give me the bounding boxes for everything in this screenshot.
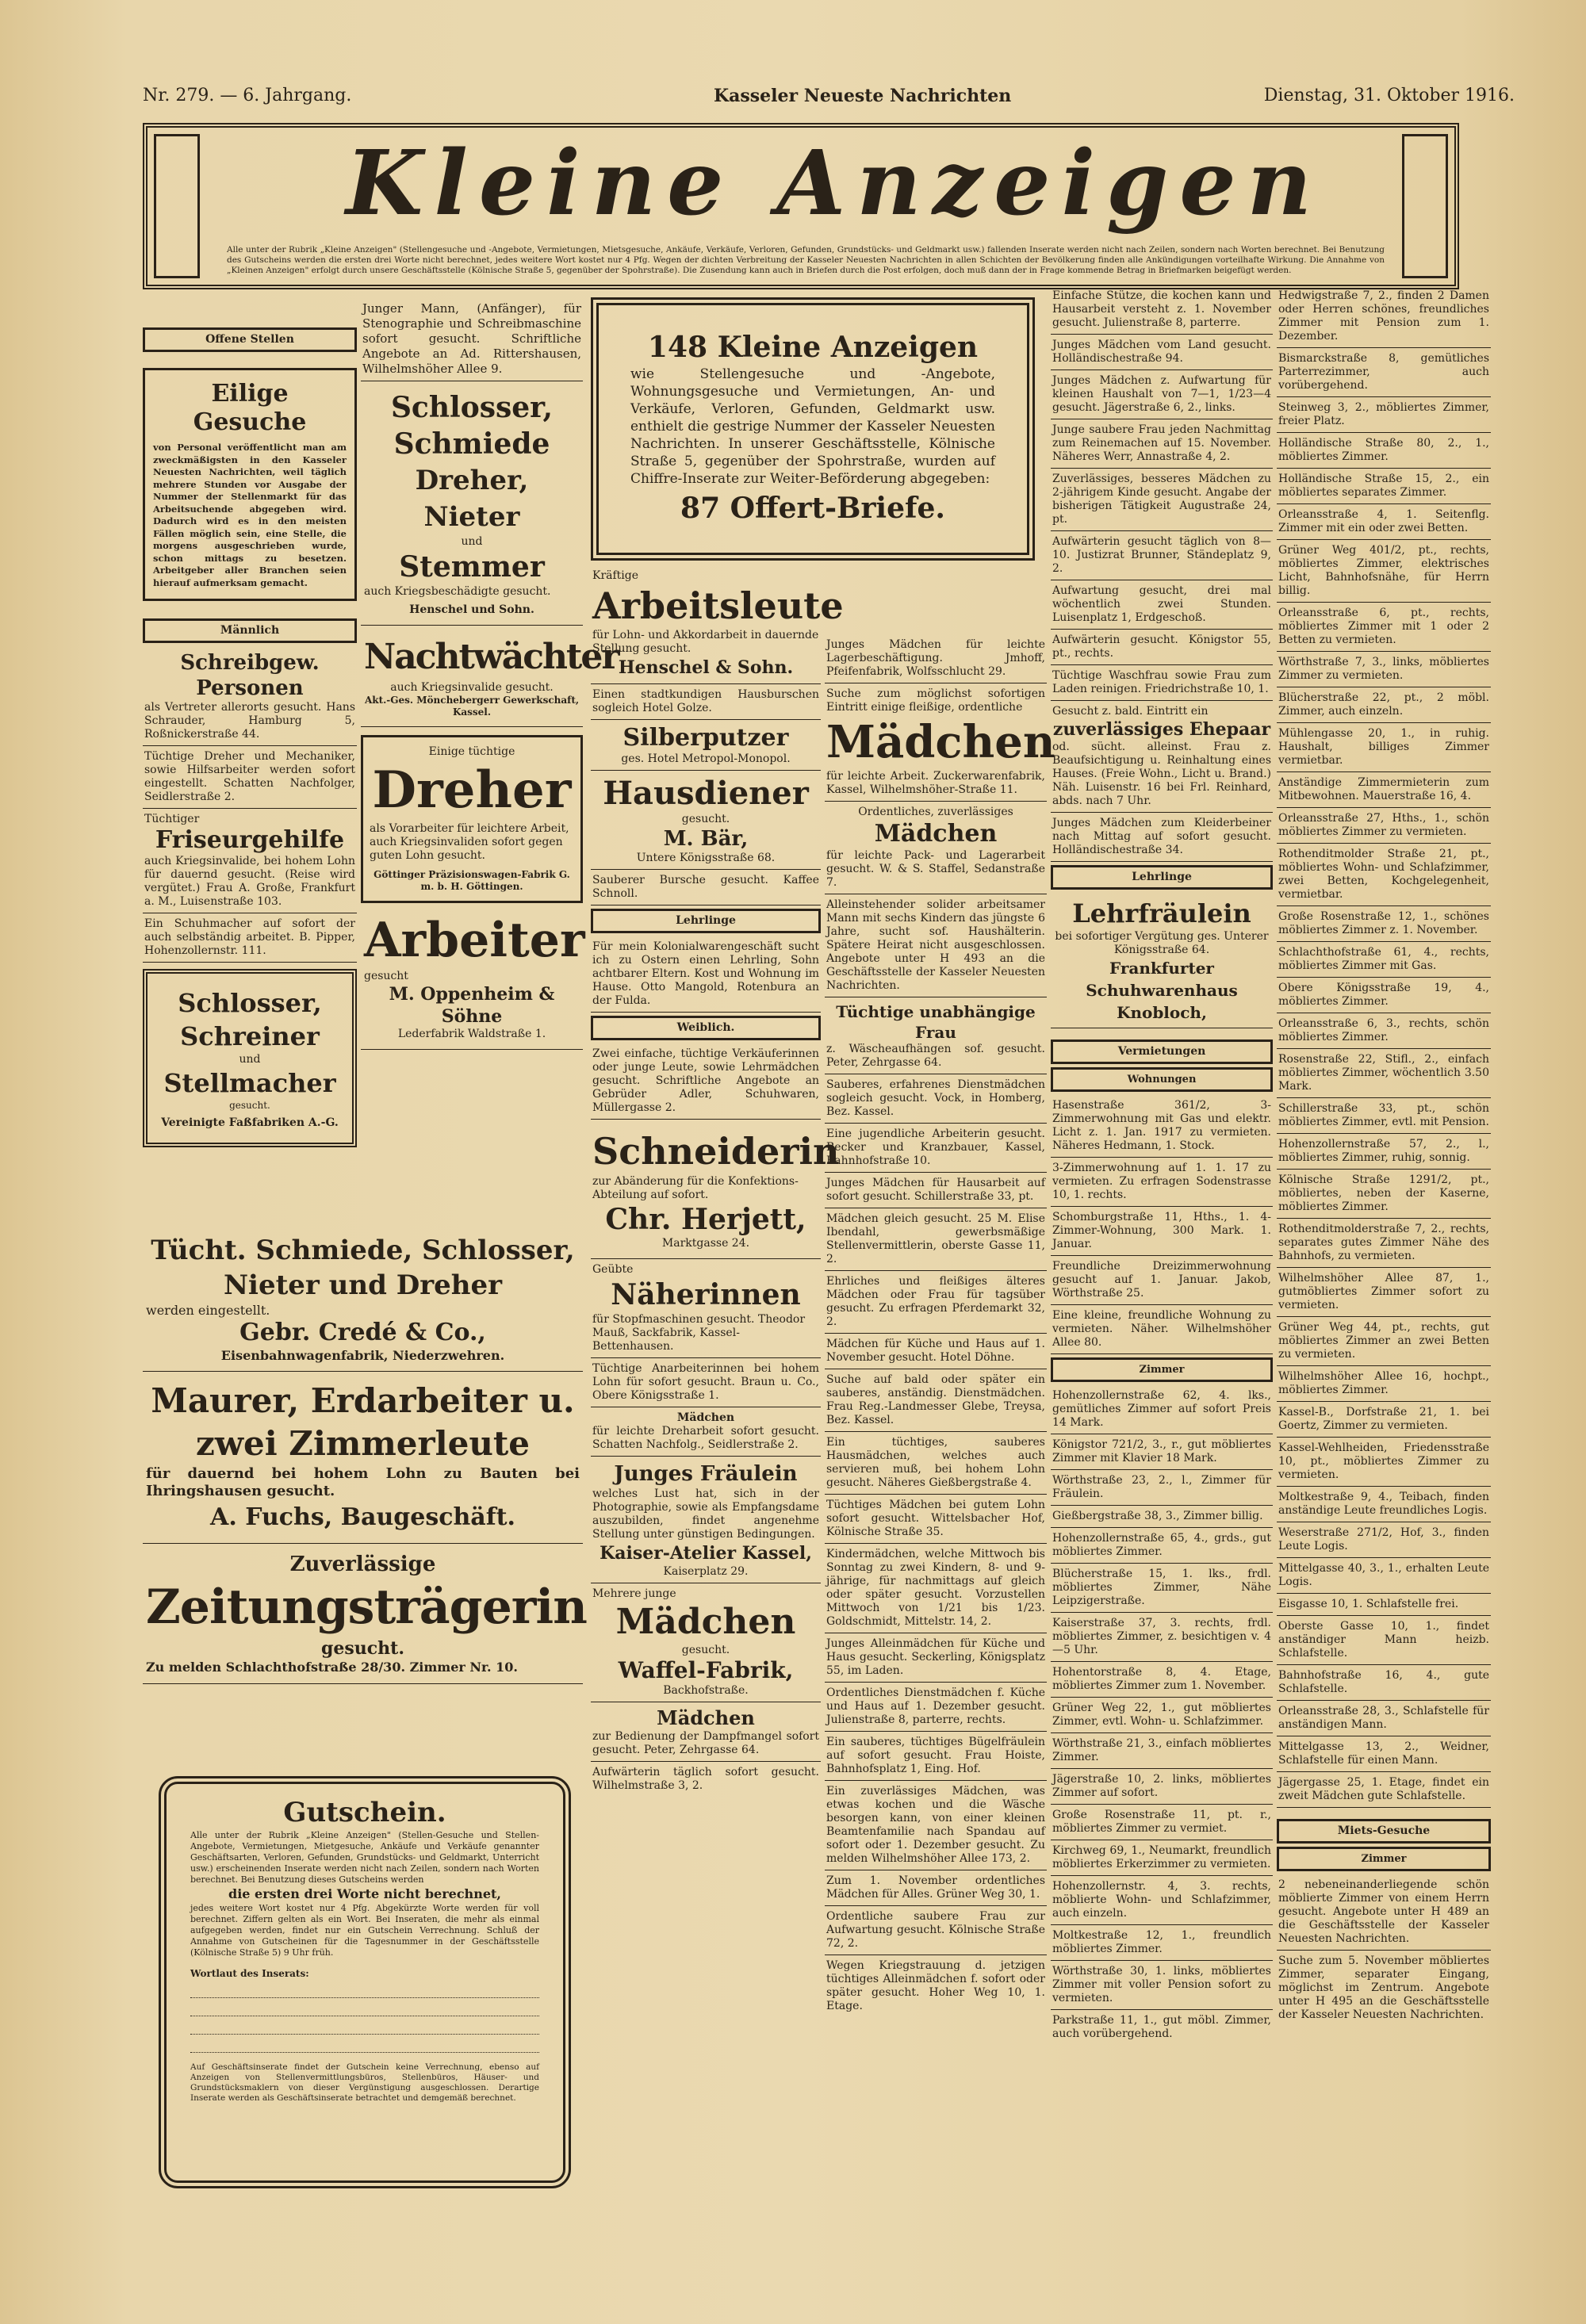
- ad-bursche: Sauberer Bursche gesucht. Kaffee Schnoll.: [591, 870, 821, 905]
- ad-text: welches Lust hat, sich in der Photographie, sowie als Empfangsdame auszubilden, findet angenehme Stellung unter günstigen Bedingungen.: [592, 1487, 819, 1541]
- ad-title: Mädchen: [826, 716, 1055, 768]
- ad-text: für leichte Arbeit. Zuckerwarenfabrik, Kassel, Wilhelmshöher-Straße 11.: [826, 770, 1045, 796]
- ad-spandau: Ein zuverlässiges Mädchen, was etwas kochen und die Wäsche besorgen kann, von einer kleinen Beamtenfamilie nach Spandau auf sofort oder 1. Dezember gesucht. Zu melden Wilhelmshöher Allee 173, 2.: [825, 1781, 1047, 1870]
- ad-hausburschen: Einen stadtkundigen Hausburschen sogleich Hotel Golze.: [591, 684, 821, 720]
- coupon-line[interactable]: [190, 2016, 539, 2035]
- ad-credé: [143, 1225, 583, 1372]
- ad-kaiser37: Kaiserstraße 37, 3. rechts, frdl. möbliertes Zimmer, z. besichtigen v. 4—5 Uhr.: [1051, 1613, 1273, 1662]
- ad-gruener44: Grüner Weg 44, pt., rechts, gut möbliertes Zimmer an zwei Betten zu vermieten.: [1277, 1317, 1491, 1366]
- ad-firm: Henschel und Sohn.: [409, 603, 534, 616]
- ad-alleinmaedchen: Junges Alleinmädchen für Küche und Haus gesucht. Seckerling, Königsplatz 55, im Laden.: [825, 1633, 1047, 1683]
- box-text: wie Stellengesuche und -Angebote, Wohnungsgesuche und Vermietungen, An- und Verkäufe, Verloren, Gefunden, Geldmarkt usw. enthielt die gestrige Nummer der Kasseler Neuesten Nachrichten. In unserer Geschäftsstelle, Kölnische Straße 5, gegenüber der Spohrstraße, wurden auf Chiffre-Inserate zur Weiter-Beförderung abgegeben:: [630, 366, 995, 487]
- ad-firm: A. Fuchs, Baugeschäft.: [210, 1503, 515, 1531]
- ad-address: Backhofstraße.: [663, 1684, 749, 1697]
- ad-land: Junges Mädchen vom Land gesucht. Holländischestraße 94.: [1051, 335, 1273, 370]
- ad-kicker: Geübte: [592, 1263, 634, 1276]
- ad-dienstmaedchen-homberg: Sauberes, erfahrenes Dienstmädchen sogleich gesucht. Vock, in Homberg, Bez. Kassel.: [825, 1074, 1047, 1124]
- ad-title: Arbeiter: [364, 913, 585, 968]
- ad-schlosser-henschel: [361, 381, 583, 626]
- ad-woerth25: Freundliche Dreizimmerwohnung gesucht auf 1. Januar. Jakob, Wörthstraße 25.: [1051, 1256, 1273, 1305]
- ad-moltke9: Moltkestraße 9, 4., Teibach, finden anständige Leute freundliches Logis.: [1277, 1487, 1491, 1522]
- ad-text: als Vertreter allerorts gesucht. Hans Schrauder, Hamburg 5, Roßnickerstraße 44.: [144, 701, 355, 741]
- ad-text: gesucht.: [681, 1644, 730, 1656]
- coupon-title: Gutschein.: [283, 1797, 446, 1828]
- section-weiblich: Weiblich.: [591, 1016, 821, 1040]
- ad-firm: Gebr. Credé & Co.,: [239, 1319, 486, 1346]
- ad-h489: 2 nebeneinanderliegende schön möblierte Zimmer von einem Herrn gesucht. Angebote unter H 489 an die Geschäftsstelle der Kasseler Neuesten Nachrichten.: [1277, 1874, 1491, 1951]
- ad-woerth30: Wörthstraße 30, 1. links, möbliertes Zimmer mit voller Pension sofort zu vermieten.: [1051, 1961, 1273, 2010]
- ad-firm: Kaiser-Atelier Kassel,: [600, 1543, 812, 1564]
- column-1: [143, 297, 357, 1147]
- ad-title: Stellmacher: [163, 1068, 336, 1098]
- ad-kicker: Suche zum möglichst sofortigen Eintritt einige fleißige, ordentliche: [826, 687, 1045, 714]
- ad-stuetze: Einfache Stütze, die kochen kann und Hausarbeit versteht z. 1. November gesucht. Julienstraße 8, parterre.: [1051, 285, 1273, 335]
- ad-text: für Stopfmaschinen gesucht. Theodor Mauß, Sackfabrik, Kassel-Bettenhausen.: [592, 1313, 806, 1353]
- ad-firm: Vereinigte Faßfabriken A.-G.: [161, 1116, 339, 1129]
- coupon-line[interactable]: [190, 1980, 539, 1998]
- ad-firm: Waffel-Fabrik,: [618, 1657, 794, 1683]
- ad-zeitungstraegerin: [143, 1544, 587, 1684]
- ad-kleiderbeiner: Junges Mädchen zum Kleiderbeiner nach Mittag auf sofort gesucht. Holländischestraße 34.: [1051, 813, 1273, 862]
- ad-title: Mädchen: [874, 820, 998, 848]
- masthead-note: Alle unter der Rubrik „Kleine Anzeigen" (Stellengesuche und -Angebote, Vermietungen, Mietsgesuche, Ankäufe, Verkäufe, Verloren, Gefunden, Grundstücks- und Geldmarkt usw.) fallenden Inserate werden nicht nach Zeilen, sondern nach Worten berechnet. Bei Benutzung des Gutscheins werden die ersten drei Worte nicht berechnet, jedes weitere Wort kostet nur 4 Pfg. Wegen der dichten Verbreitung der Kasseler Neuesten Nachrichten in allen Schichten der Bevölkerung finden alle Ankündigungen vorteilhafte Wirkung. Die Annahme von „Kleinen Anzeigen" erfolgt durch unsere Geschäftsstelle (Kölnische Straße 5, gegenüber der Spohrstraße). Die Zusendung kann auch in Briefen durch die Post erfolgen, doch muß dann der in Frage kommende Betrag in Briefmarken beigefügt werden.: [227, 245, 1385, 275]
- ad-arbeitsleute: [591, 565, 844, 684]
- ad-park11: Parkstraße 11, 1., gut möbl. Zimmer, auch vorübergehend.: [1052, 2014, 1271, 2040]
- ad-kicker: Mehrere junge: [592, 1587, 676, 1600]
- coupon-text: jedes weitere Wort kostet nur 4 Pfg. Abgekürzte Worte werden für voll berechnet. Ziffern gelten als ein Wort. Bei Inseraten, die mehr als einmal aufgegeben werden, findet nur ein Gutschein Verrechnung. Schluß der Annahme von Gutscheinen für die Tagesnummer in der Geschäftsstelle (Kölnische Straße 5) 9 Uhr früh.: [190, 1903, 539, 1958]
- ad-hohenzollern62: Hohenzollernstraße 62, 4. lks., gemütliches Zimmer auf sofort Preis 14 Mark.: [1051, 1385, 1273, 1434]
- coupon-line[interactable]: [190, 2035, 539, 2053]
- eilige-gesuche-box: [143, 368, 357, 601]
- column-5: [1051, 285, 1273, 2045]
- ad-title: Silberputzer: [623, 724, 789, 752]
- ad-hedwig7: Hedwigstraße 7, 2., finden 2 Damen oder Herren schönes, freundliches Zimmer mit Pension zum 1. Dezember.: [1277, 285, 1491, 348]
- section-zimmer: Zimmer: [1051, 1357, 1273, 1382]
- ornament-left: [154, 134, 200, 278]
- ad-lagerbeschaeftigung: Junges Mädchen für leichte Lagerbeschäftigung. Jmhoff, Pfeifenfabrik, Wolfsschlucht 29.: [825, 634, 1047, 683]
- ad-annastrasse: Junge saubere Frau jeden Nachmittag zum Reinemachen auf 15. November. Näheres Werr, Annastraße 4, 2.: [1051, 419, 1273, 469]
- wide-ads: [143, 1225, 587, 1684]
- section-vermietungen: Vermietungen: [1051, 1039, 1273, 1064]
- ad-haushaelterin: Alleinstehender solider arbeitsamer Mann mit sechs Kindern das jüngste 6 Jahre, sucht sof. Haushälterin. Spätere Heirat nicht ausgeschlossen. Angebote unter H 493 an die Geschäftsstelle der Kasseler Neuesten Nachrichten.: [825, 894, 1047, 997]
- ad-h495: Suche zum 5. November möbliertes Zimmer, separater Eingang, möglichst im Zentrum. Angebote unter H 495 an die Geschäftsstelle der Kasseler Neuesten Nachrichten.: [1278, 1955, 1489, 2021]
- ad-kicker: Ordentliches, zuverlässiges: [858, 806, 1013, 818]
- ad-maedchen-dreharbeit: [591, 1407, 821, 1457]
- ad-address: Lederfabrik Waldstraße 1.: [397, 1028, 546, 1040]
- ad-luisenplatz: Aufwartung gesucht, drei mal wöchentlich zwei Stunden. Luisenplatz 1, Erdgeschoß.: [1051, 580, 1273, 630]
- ad-title: Lehrfräulein: [1072, 898, 1251, 928]
- ad-kicker: Zuverlässige: [289, 1553, 436, 1576]
- coupon-text: Alle unter der Rubrik „Kleine Anzeigen" (Stellen-Gesuche und Stellen-Angebote, Vermietungen, Mietgesuche, Ankäufe und Verkäufe genannter Geschäftsarten, Verloren, Gefunden, Grundstücks- und Geldmarkt, Unterricht usw.) erscheinenden Inserate werden nicht nach Zeilen, sondern nach Worten berechnet. Bei Benutzung dieses Gutscheins werden: [190, 1830, 539, 1885]
- section-mietsgesuche: Miets-Gesuche: [1277, 1819, 1491, 1844]
- ad-mittelgasse40: Mittelgasse 40, 3., 1., erhalten Leute Logis.: [1277, 1558, 1491, 1594]
- ad-treysa: Suche auf bald oder später ein sauberes, anständig. Dienstmädchen. Frau Reg.-Landmesser Glebe, Treysa, Bez. Kassel.: [825, 1369, 1047, 1432]
- ad-text: auch Kriegsinvalide, bei hohem Lohn für dauernd gesucht. (Reise wird vergütet.) Frau A. Große, Frankfurt a. M., Luisenstraße 103.: [144, 855, 355, 908]
- ad-orleans6: Orleansstraße 6, pt., rechts, möbliertes Zimmer mit 1 oder 2 Betten zu vermieten.: [1277, 603, 1491, 652]
- ad-rosen22: Rosenstraße 22, Stifl., 2., einfach möbliertes Zimmer, wöchentlich 3.50 Mark.: [1277, 1049, 1491, 1098]
- ad-text: z. Wäscheaufhängen sof. gesucht. Peter, Zehrgasse 64.: [826, 1043, 1045, 1069]
- ad-text: gesucht.: [229, 1100, 270, 1111]
- section-wohnungen: Wohnungen: [1051, 1067, 1273, 1092]
- ad-aufwaerterin: Aufwärterin täglich sofort gesucht. Wilhelmstraße 3, 2.: [592, 1766, 819, 1792]
- ad-3-zimmer: 3-Zimmerwohnung auf 1. 1. 17 zu vermieten. Zu erfragen Sodenstrasse 10, 1. rechts.: [1051, 1158, 1273, 1207]
- ad-title: Mädchen: [676, 1411, 735, 1424]
- ad-title: Schreiner: [180, 1021, 320, 1051]
- ad-text: zur Bedienung der Dampfmangel sofort gesucht. Peter, Zehrgasse 64.: [592, 1730, 819, 1756]
- ad-text: als Vorarbeiter für leichtere Arbeit, auch Kriegsinvaliden sofort gegen guten Lohn gesucht.: [370, 822, 569, 862]
- section-lehrlinge-2: Lehrlinge: [1051, 865, 1273, 890]
- column-6: [1277, 285, 1491, 2026]
- ad-weser27: Weserstraße 271/2, Hof, 3., finden Leute Logis.: [1277, 1522, 1491, 1558]
- ad-title: Schlosser,: [178, 988, 322, 1018]
- ad-orleans4: Orleansstraße 4, 1. Seitenflg. Zimmer mit ein oder zwei Betten.: [1277, 504, 1491, 540]
- ad-hausarbeit: Junges Mädchen für Hausarbeit auf sofort gesucht. Schillerstraße 33, pt.: [825, 1173, 1047, 1208]
- ad-title: zuverlässiges Ehepaar: [1052, 719, 1271, 740]
- ad-arbeiterin-becker: Eine jugendliche Arbeiterin gesucht. Becker und Kranzbauer, Kassel, Bahnhofstraße 10.: [825, 1124, 1047, 1173]
- ad-wilhelms87: Wilhelmshöher Allee 87, 1., gutmöbliertes Zimmer sofort zu vermieten.: [1277, 1268, 1491, 1317]
- ad-hasenstrasse: Hasenstraße 361/2, 3-Zimmerwohnung mit Gas und elektr. Licht z. 1. Jan. 1917 zu vermieten. Näheres Hedmann, 1. Stock.: [1051, 1095, 1273, 1158]
- gutschein-coupon: [159, 1776, 571, 2188]
- ad-waschfrau: Tüchtige Waschfrau sowie Frau zum Laden reinigen. Friedrichstraße 10, 1.: [1051, 665, 1273, 701]
- ad-kicker: Einige tüchtige: [428, 745, 515, 758]
- ad-text: für leichte Pack- und Lagerarbeit gesucht. W. & S. Staffel, Sedanstraße 7.: [826, 849, 1045, 889]
- ad-jaegergasse25: Jägergasse 25, 1. Etage, findet ein zweit Mädchen gute Schlafstelle.: [1277, 1772, 1491, 1808]
- ad-silberputzer: [591, 720, 821, 771]
- ad-dorf21: Kassel-B., Dorfstraße 21, 1. bei Goertz, Zimmer zu vermieten.: [1277, 1402, 1491, 1438]
- ad-kleine-wohnung: Eine kleine, freundliche Wohnung zu vermieten. Näher. Wilhelmshöher Allee 80.: [1051, 1305, 1273, 1354]
- box-148-anzeigen: [591, 297, 1035, 561]
- ad-title: Arbeitsleute: [592, 584, 844, 627]
- ad-grosse-rosen11: Große Rosenstraße 11, pt. r., möbliertes Zimmer zu vermiet.: [1051, 1805, 1273, 1840]
- ad-rothenditmold7: Rothenditmolderstraße 7, 2., rechts, separates gutes Zimmer Nähe des Bahnhofs, zu vermieten.: [1277, 1219, 1491, 1268]
- ad-arbeiter: [361, 903, 583, 1050]
- ad-firm: M. Oppenheim & Söhne: [389, 984, 555, 1027]
- ad-title: Zeitungsträgerin: [146, 1579, 587, 1635]
- ad-mauer16: Anständige Zimmermieterin zum Mitbewohnen. Mauerstraße 16, 4.: [1277, 772, 1491, 808]
- ad-bluecher15: Blücherstraße 15, 1. lks., frdl. möbliertes Zimmer, Nähe Leipzigerstraße.: [1051, 1564, 1273, 1613]
- ad-jaegerstrasse: Junges Mädchen z. Aufwartung für kleinen Haushalt von 7—1, 1/23—4 gesucht. Jägerstraße 6, 2., links.: [1051, 370, 1273, 419]
- ad-nachtwaechter: [361, 626, 619, 727]
- ad-friseur: [143, 809, 357, 913]
- ad-anarbeiterinnen: Tüchtige Anarbeiterinnen bei hohem Lohn für sofort gesucht. Braun u. Co., Obere Königsstraße 1.: [591, 1358, 821, 1407]
- ad-text: od. sücht. alleinst. Frau z. Beaufsichtigung u. Reinhaltung eines Hauses. (Freie Wohn., Licht u. Brand.) Näh. Luisenstr. 16 bei Frl. Reinhard, abds. nach 7 Uhr.: [1052, 741, 1271, 807]
- masthead: [143, 123, 1459, 289]
- ad-naeherinnen: [591, 1259, 821, 1358]
- ad-pferdemarkt: Ehrliches und fleißiges älteres Mädchen oder Frau für tagsüber gesucht. Zu erfragen Pferdemarkt 32, 2.: [825, 1271, 1047, 1334]
- ad-text: zur Abänderung für die Konfektions-Abteilung auf sofort.: [592, 1175, 799, 1201]
- ad-title: Stemmer: [399, 550, 545, 584]
- issue-number: Nr. 279. — 6. Jahrgang.: [143, 86, 352, 105]
- ad-hohentor8: Hohentorstraße 8, 4. Etage, möbliertes Zimmer zum 1. November.: [1051, 1662, 1273, 1698]
- ad-lehrfraeulein: [1051, 893, 1273, 1028]
- ad-text: bei sofortiger Vergütung ges. Unterer Königsstraße 64.: [1055, 930, 1269, 956]
- ad-dreher-mechaniker: Tüchtige Dreher und Mechaniker, sowie Hilfsarbeiter werden sofort eingestellt. Schatten Nachfolger, Seidlerstraße 2.: [143, 746, 357, 809]
- eilige-title: Eilige Gesuche: [193, 380, 307, 436]
- ad-title: Mädchen: [615, 1602, 796, 1642]
- ad-aufwartung-koelnische: Ordentliche saubere Frau zur Aufwartung gesucht. Kölnische Straße 72, 2.: [825, 1906, 1047, 1955]
- ad-title: Dreher: [372, 760, 572, 820]
- section-offene-stellen: Offene Stellen: [143, 327, 357, 352]
- ad-firm: Göttinger Präzisionswagen-Fabrik G. m. b. H. Göttingen.: [374, 869, 570, 892]
- section-maennlich: Männlich: [143, 618, 357, 643]
- ad-firm: M. Bär,: [663, 827, 749, 851]
- ad-schuhmacher: Ein Schuhmacher auf sofort der auch selbständig arbeitet. B. Pipper, Hohenzollernstr. 111.: [143, 913, 357, 963]
- ad-oberste10: Oberste Gasse 10, 1., findet anständiger Mann heizb. Schlafstelle.: [1277, 1616, 1491, 1665]
- ad-koenigstor: Aufwärterin gesucht. Königstor 55, pt., rechts.: [1051, 630, 1273, 665]
- ad-schreibgew: [143, 646, 357, 746]
- ad-kriegstrauung: Wegen Kriegstrauung d. jetzigen tüchtiges Alleinmädchen f. sofort oder später gesucht. Hoher Weg 10, 1. Etage.: [826, 1959, 1045, 2012]
- box-title: 148 Kleine Anzeigen: [647, 331, 979, 364]
- ad-schomburg: Schomburgstraße 11, Hths., 1. 4-Zimmer-Wohnung, 300 Mark. 1. Januar.: [1051, 1207, 1273, 1256]
- coupon-bold: die ersten drei Worte nicht berechnet,: [228, 1886, 501, 1901]
- ad-dampfmangel: [591, 1702, 821, 1762]
- ad-orleans28: Orleansstraße 28, 3., Schlafstelle für anständigen Mann.: [1277, 1701, 1491, 1736]
- ad-hausmaedchen: Ein tüchtiges, sauberes Hausmädchen, welches auch servieren muß, bei hohem Lohn gesucht. Näheres Gießbergstraße 4.: [825, 1432, 1047, 1495]
- ad-title: Dreher, Nieter: [415, 465, 529, 533]
- ad-obere-koenigs19: Obere Königsstraße 19, 4., möbliertes Zimmer.: [1277, 978, 1491, 1013]
- column-4: [825, 634, 1055, 2017]
- ad-wilhelms16: Wilhelmshöher Allee 16, hochpt., möbliertes Zimmer.: [1277, 1366, 1491, 1402]
- ad-lehrling: Für mein Kolonialwarengeschäft sucht ich zu Ostern einen Lehrling, Sohn achtbarer Eltern. Kost und Wohnung im Hause. Otto Mangold, Rotenbura an der Fulda.: [591, 936, 821, 1013]
- ad-jaeger10: Jägerstraße 10, 2. links, möbliertes Zimmer auf sofort.: [1051, 1769, 1273, 1805]
- ad-standeplatz: Aufwärterin gesucht täglich von 8—10. Justizrat Brunner, Ständeplatz 9, 2.: [1051, 531, 1273, 580]
- ad-verkaeuferinnen: Zwei einfache, tüchtige Verkäuferinnen oder junge Leute, sowie Lehrmädchen gesucht. Schriftliche Angebote an Gebrüder Adler, Schuhwaren, Müllergasse 2.: [591, 1043, 821, 1120]
- ad-schiller33: Schillerstraße 33, pt., schön möbliertes Zimmer, evtl. mit Pension.: [1277, 1098, 1491, 1134]
- issue-date: Dienstag, 31. Oktober 1916.: [1263, 86, 1515, 105]
- ad-zuckerwaren: [825, 683, 1055, 802]
- ad-wittelsbacher: Tüchtiges Mädchen bei gutem Lohn sofort gesucht. Wittelsbacher Hof, Kölnische Straße 35.: [825, 1495, 1047, 1544]
- ad-text: werden eingestellt.: [146, 1303, 270, 1318]
- ad-gruener22: Grüner Weg 22, 1., gut möbliertes Zimmer, evtl. Wohn- u. Schlafzimmer.: [1051, 1698, 1273, 1733]
- ad-text: auch Kriegsinvalide gesucht.: [390, 681, 554, 694]
- coupon-footer: Auf Geschäftsinserate findet der Gutschein keine Verrechnung, ebenso auf Anzeigen von Stellenvermittlungsbüros, Stellenbüros, Häuser- und Grundstücksmaklern von dieser Vergünstigung ausgeschlossen. Derartige Inserate werden als Geschäftsinserate betrachtet und demgemäß berechnet.: [190, 2062, 539, 2103]
- ad-mittelgasse13: Mittelgasse 13, 2., Weidner, Schlafstelle für einen Mann.: [1277, 1736, 1491, 1772]
- ad-hausdiener: [591, 771, 821, 870]
- ad-title: Schreibgew. Personen: [180, 651, 320, 700]
- ad-ibendahl: Mädchen gleich gesucht. 25 M. Elise Ibendahl, gewerbsmäßige Stellenvermittlerin, oberste Gasse 11, 2.: [825, 1208, 1047, 1271]
- ad-buegel: Ein sauberes, tüchtiges Bügelfräulein auf sofort gesucht. Frau Hoiste, Bahnhofsplatz 1, Eing. Hof.: [825, 1732, 1047, 1781]
- ad-bluecher22: Blücherstraße 22, pt., 2 möbl. Zimmer, auch einzeln.: [1277, 687, 1491, 723]
- ad-text: für Lohn- und Akkordarbeit in dauernde Stellung gesucht.: [592, 629, 819, 655]
- masthead-title: Kleine Anzeigen: [346, 132, 1324, 235]
- ad-eisgasse10: Eisgasse 10, 1. Schlafstelle frei.: [1277, 1594, 1491, 1616]
- ad-hohenzollern57: Hohenzollernstraße 57, 2., l., möbliertes Zimmer, ruhig, sonnig.: [1277, 1134, 1491, 1170]
- ad-hollaend15: Holländische Straße 15, 2., ein möbliertes separates Zimmer.: [1277, 469, 1491, 504]
- coupon-line[interactable]: [190, 1998, 539, 2016]
- ad-bismarck8: Bismarckstraße 8, gemütliches Parterrezimmer, auch vorübergehend.: [1277, 348, 1491, 397]
- ad-title: Friseurgehilfe: [155, 826, 345, 854]
- ad-woerth7: Wörthstraße 7, 3., links, möbliertes Zimmer zu vermieten.: [1277, 652, 1491, 687]
- ad-title: Maurer, Erdarbeiter u. zwei Zimmerleute: [151, 1381, 575, 1463]
- ad-waesche: [825, 997, 1047, 1074]
- ornament-right: [1402, 134, 1448, 278]
- ad-title: Tüchtige unabhängige Frau: [836, 1002, 1036, 1042]
- ad-title: Schmiede: [393, 427, 550, 461]
- ad-firm: Chr. Herjett,: [605, 1203, 806, 1236]
- ad-kicker: Tüchtiger: [144, 813, 200, 825]
- ad-dreher-goettingen: [361, 735, 583, 903]
- ad-firm: Frankfurter Schuhwarenhaus Knobloch,: [1086, 959, 1238, 1022]
- ad-firm: Henschel & Sohn.: [618, 657, 794, 678]
- ad-hohenzollern65: Hohenzollernstraße 65, 4., grds., gut möbliertes Zimmer.: [1051, 1528, 1273, 1564]
- ad-woerth21: Wörthstraße 21, 3., einfach möbliertes Zimmer.: [1051, 1733, 1273, 1769]
- ad-title: Schlosser,: [390, 391, 554, 424]
- ad-giessberg38: Gießbergstraße 38, 3., Zimmer billig.: [1051, 1506, 1273, 1528]
- ad-title: Näherinnen: [611, 1278, 801, 1311]
- ad-text: ges. Hotel Metropol-Monopol.: [621, 752, 791, 765]
- ad-title: Nachtwächter: [364, 637, 619, 677]
- ad-address: Marktgasse 24.: [661, 1237, 750, 1250]
- ad-title: Hausdiener: [603, 775, 809, 812]
- ad-fuchs: [143, 1372, 583, 1544]
- ad-schlacht61: Schlachthofstraße 61, 4., rechts, möbliertes Zimmer mit Gas.: [1277, 942, 1491, 978]
- eilige-text: von Personal veröffentlicht man am zweckmäßigsten in den Kasseler Neuesten Nachrichten, weil täglich mehrere Stunden vor Ausgabe der Nummer der Stellenmarkt für das Arbeitsuchende abgegeben wird. Dadurch wird es in den meisten Fällen möglich sein, eine Stelle, die morgens ausgeschrieben wurde, schon mittags zu besetzen. Arbeitgeber aller Branchen seien hierauf aufmerksam gemacht.: [153, 442, 347, 588]
- ad-koenigstor72: Königstor 721/2, 3., r., gut möbliertes Zimmer mit Klavier 18 Mark.: [1051, 1434, 1273, 1470]
- ad-gruener-weg: Zum 1. November ordentliches Mädchen für Alles. Grüner Weg 30, 1.: [825, 1870, 1047, 1906]
- ad-friedens10: Kassel-Wehlheiden, Friedensstraße 10, pt., möbliertes Zimmer zu vermieten.: [1277, 1438, 1491, 1487]
- ad-hollaend80: Holländische Straße 80, 2., 1., möbliertes Zimmer.: [1277, 433, 1491, 469]
- ad-gruener40: Grüner Weg 401/2, pt., rechts, möbliertes Zimmer, elektrisches Licht, Bahnhofsnähe, für Herrn billig.: [1277, 540, 1491, 603]
- section-lehrlinge: Lehrlinge: [591, 909, 821, 933]
- ad-moltke12: Moltkestraße 12, 1., freundlich möbliertes Zimmer.: [1051, 1925, 1273, 1961]
- ad-ehepaar: [1051, 701, 1273, 813]
- ad-address: Zu melden Schlachthofstraße 28/30. Zimmer Nr. 10.: [146, 1660, 518, 1675]
- ad-steinweg3: Steinweg 3, 2., möbliertes Zimmer, freier Platz.: [1277, 397, 1491, 433]
- ad-text: gesucht: [364, 970, 408, 982]
- ad-address: Kaiserplatz 29.: [663, 1565, 749, 1578]
- paper-name: Kasseler Neueste Nachrichten: [714, 86, 1012, 106]
- ad-waffel-fabrik: [591, 1583, 821, 1702]
- ad-conj: und: [239, 1053, 261, 1066]
- ad-text: für dauernd bei hohem Lohn zu Bauten bei Ihringshausen gesucht.: [146, 1465, 580, 1499]
- ad-text: für leichte Dreharbeit sofort gesucht. Schatten Nachfolg., Seidlerstraße 2.: [592, 1425, 819, 1451]
- ad-hotel-doehne: Mädchen für Küche und Haus auf 1. November gesucht. Hotel Döhne.: [825, 1334, 1047, 1369]
- ad-orleans27: Orleansstraße 27, Hths., 1., schön möbliertes Zimmer zu vermieten.: [1277, 808, 1491, 844]
- ad-woerth23: Wörthstraße 23, 2., l., Zimmer für Fräulein.: [1051, 1470, 1273, 1506]
- ad-koelnische129: Kölnische Straße 1291/2, pt., möbliertes, neben der Kaserne, möbliertes Zimmer.: [1277, 1170, 1491, 1219]
- ad-kirchweg69: Kirchweg 69, 1., Neumarkt, freundlich möbliertes Erkerzimmer zu vermieten.: [1051, 1840, 1273, 1876]
- ad-bahnhof16: Bahnhofstraße 16, 4., gute Schlafstelle.: [1277, 1665, 1491, 1701]
- ad-schneiderin: [591, 1120, 840, 1259]
- section-zimmer-2: Zimmer: [1277, 1847, 1491, 1871]
- ad-schlosser-box: [143, 969, 357, 1147]
- ad-kaiser-atelier: [591, 1457, 821, 1583]
- ad-firm-sub: Eisenbahnwagenfabrik, Niederzwehren.: [220, 1348, 505, 1363]
- ad-junger-mann: Junger Mann, (Anfänger), für Stenographie und Schreibmaschine sofort gesucht. Schriftliche Angebote an Ad. Rittershausen, Wilhelmshöher Allee 9.: [361, 297, 583, 381]
- ad-address: Untere Königsstraße 68.: [636, 852, 776, 864]
- ad-rothenditmold21: Rothenditmolder Straße 21, pt., möbliertes Wohn- und Schlafzimmer, zwei Betten, Kochgelegenheit, vermietbar.: [1277, 844, 1491, 906]
- ad-hohenzollern4: Hohenzollernstr. 4, 3. rechts, möblierte Wohn- und Schlafzimmer, auch einzeln.: [1051, 1876, 1273, 1925]
- ad-title: Junges Fräulein: [614, 1462, 798, 1486]
- ad-text: gesucht.: [321, 1638, 404, 1659]
- box-count: 87 Offert-Briefe.: [680, 492, 945, 525]
- ad-firm: Akt.-Ges. Mönchebergerr Gewerkschaft, Kassel.: [364, 695, 580, 718]
- ad-title: Schneiderin: [592, 1130, 840, 1173]
- running-head: [143, 79, 1515, 111]
- ad-augustrasse: Zuverlässiges, besseres Mädchen zu 2-jährigem Kinde gesucht. Angabe der bisherigen Tätigkeit Augustraße 24, pt.: [1051, 469, 1273, 531]
- ad-text: gesucht.: [681, 813, 730, 825]
- ad-kicker: Kräftige: [592, 569, 639, 582]
- ad-orleans6b: Orleansstraße 6, 3., rechts, schön möbliertes Zimmer.: [1277, 1013, 1491, 1049]
- ad-muehlen20: Mühlengasse 20, 1., in ruhig. Haushalt, billiges Zimmer vermietbar.: [1277, 723, 1491, 772]
- ad-conj: und: [461, 535, 483, 548]
- ad-text: auch Kriegsbeschädigte gesucht.: [364, 585, 551, 598]
- ad-staffel: [825, 802, 1047, 894]
- coupon-field-label: Wortlaut des Inserats:: [190, 1968, 309, 1979]
- ad-grosse-rosen12: Große Rosenstraße 12, 1., schönes möbliertes Zimmer z. 1. November.: [1277, 906, 1491, 942]
- ad-kicker: Gesucht z. bald. Eintritt ein: [1052, 705, 1209, 718]
- ad-kindermaedchen: Kindermädchen, welche Mittwoch bis Sonntag zu zwei Kindern, 8- und 9-jährige, für nachmittags auf gleich oder später gesucht. Vorzustellen Mittwoch von 1/21 bis 1/23. Goldschmidt, Mittelstr. 14, 2.: [825, 1544, 1047, 1633]
- ad-julienstrasse: Ordentliches Dienstmädchen f. Küche und Haus auf 1. Dezember gesucht. Julienstraße 8, parterre, rechts.: [825, 1683, 1047, 1732]
- ad-title: Tücht. Schmiede, Schlosser, Nieter und Dreher: [151, 1235, 575, 1301]
- ad-title: Mädchen: [657, 1706, 755, 1729]
